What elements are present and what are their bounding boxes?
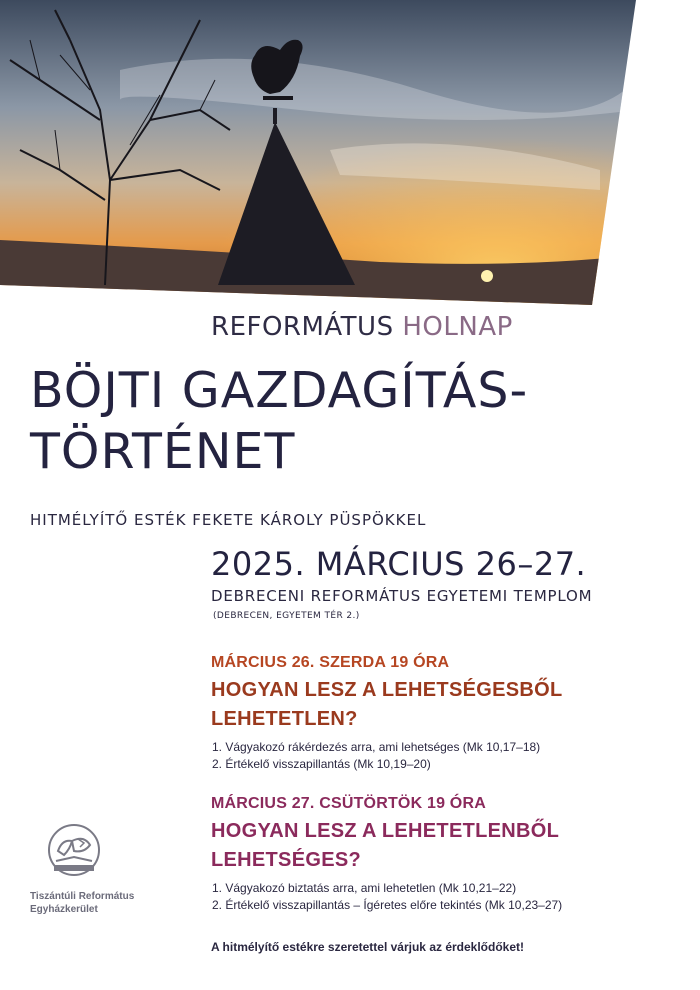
header-photo: [0, 0, 636, 305]
event-1-day: MÁRCIUS 26. SZERDA 19 ÓRA: [211, 654, 450, 671]
title-line2: TÖRTÉNET: [30, 423, 296, 480]
list-item: 2. Értékelő visszapillantás – Ígéretes előre tekintés (Mk 10,23–27): [212, 898, 563, 912]
brand-part1: REFORMÁTUS: [211, 312, 394, 342]
event-2-question: [211, 817, 559, 875]
event-date: 2025. MÁRCIUS 26–27.: [211, 545, 587, 583]
organization-line1: Tiszántúli Református: [30, 891, 135, 902]
address: (DEBRECEN, EGYETEM TÉR 2.): [213, 611, 360, 621]
footer-invitation: A hitmélyítő estékre szeretettel várjuk az érdeklődőket!: [211, 940, 525, 954]
venue: DEBRECENI REFORMÁTUS EGYETEMI TEMPLOM: [211, 587, 593, 605]
list-item: 1. Vágyakozó biztatás arra, ami lehetetlen (Mk 10,21–22): [212, 881, 517, 895]
page-title: [30, 360, 528, 482]
event-2-question-line1: HOGYAN LESZ A LEHETETLENBŐL: [211, 820, 560, 842]
event-1-question-line1: HOGYAN LESZ A LEHETSÉGESBŐL: [211, 679, 563, 701]
event-1-question: [211, 676, 562, 734]
title-line1: BÖJTI GAZDAGÍTÁS-: [30, 362, 529, 419]
organization-line2: Egyházkerület: [30, 904, 98, 915]
event-2-day: MÁRCIUS 27. CSÜTÖRTÖK 19 ÓRA: [211, 795, 486, 812]
brand-part2: HOLNAP: [402, 312, 513, 342]
church-district-logo-icon: [40, 817, 110, 887]
event-1-list: [212, 739, 540, 773]
list-item: 1. Vágyakozó rákérdezés arra, ami lehetséges (Mk 10,17–18): [212, 740, 541, 754]
event-1-question-line2: LEHETETLEN?: [211, 708, 358, 730]
list-item: 2. Értékelő visszapillantás (Mk 10,19–20): [212, 757, 431, 771]
subtitle: HITMÉLYÍTŐ ESTÉK FEKETE KÁROLY PÜSPÖKKEL: [30, 511, 427, 529]
organization-name: [30, 890, 134, 916]
brand-heading: [211, 312, 513, 342]
event-2-list: [212, 880, 562, 914]
event-2-question-line2: LEHETSÉGES?: [211, 849, 361, 871]
